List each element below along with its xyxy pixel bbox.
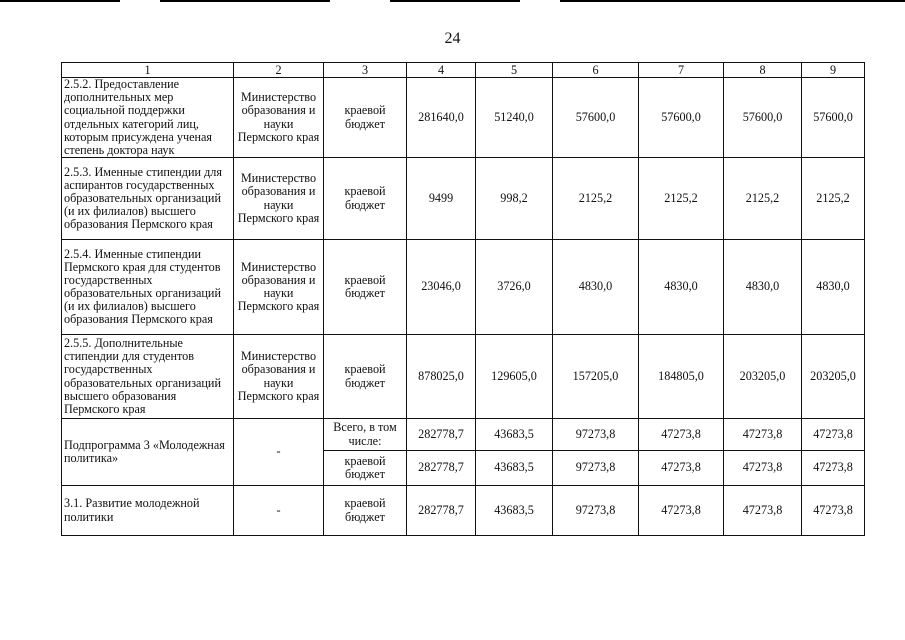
- value-cell: 43683,5: [476, 451, 553, 486]
- row-name: 2.5.3. Именные стипендии для аспирантов государственных образовательных организаций (и их филиалов) высшего образования Пермского края: [62, 158, 234, 240]
- value-cell: 4830,0: [553, 240, 639, 335]
- value-cell: 23046,0: [407, 240, 476, 335]
- row-source: краевой бюджет: [324, 335, 407, 419]
- row-name: 2.5.2. Предоставление дополнительных мер социальной поддержки отдельных категорий лиц, которым присуждена ученая степень доктора наук: [62, 78, 234, 158]
- column-number-row: [62, 63, 865, 78]
- value-cell: 282778,7: [407, 486, 476, 536]
- value-cell: 57600,0: [724, 78, 802, 158]
- row-executor: Министерство образования и науки Пермского края: [234, 158, 324, 240]
- column-number: 7: [639, 63, 724, 78]
- column-number: 4: [407, 63, 476, 78]
- table-row: [62, 158, 865, 240]
- value-cell: 43683,5: [476, 419, 553, 451]
- value-cell: 97273,8: [553, 486, 639, 536]
- table-row: [62, 78, 865, 158]
- column-number: 5: [476, 63, 553, 78]
- table-row: [62, 240, 865, 335]
- row-executor: -: [234, 486, 324, 536]
- value-cell: 184805,0: [639, 335, 724, 419]
- column-number: 8: [724, 63, 802, 78]
- column-number: 3: [324, 63, 407, 78]
- value-cell: 47273,8: [724, 419, 802, 451]
- value-cell: 47273,8: [639, 451, 724, 486]
- row-source: краевой бюджет: [324, 240, 407, 335]
- table-row: [62, 486, 865, 536]
- value-cell: 4830,0: [724, 240, 802, 335]
- value-cell: 9499: [407, 158, 476, 240]
- value-cell: 47273,8: [802, 419, 865, 451]
- row-source: Всего, в том числе:: [324, 419, 407, 451]
- value-cell: 47273,8: [802, 451, 865, 486]
- table-row: [62, 419, 865, 451]
- column-number: 2: [234, 63, 324, 78]
- value-cell: 203205,0: [802, 335, 865, 419]
- row-name: 3.1. Развитие молодежной политики: [62, 486, 234, 536]
- row-source: краевой бюджет: [324, 78, 407, 158]
- value-cell: 4830,0: [639, 240, 724, 335]
- row-executor: Министерство образования и науки Пермского края: [234, 240, 324, 335]
- value-cell: 2125,2: [802, 158, 865, 240]
- scan-top-edge: [0, 0, 905, 2]
- value-cell: 51240,0: [476, 78, 553, 158]
- value-cell: 43683,5: [476, 486, 553, 536]
- row-executor: Министерство образования и науки Пермского края: [234, 335, 324, 419]
- row-source: краевой бюджет: [324, 451, 407, 486]
- value-cell: 2125,2: [639, 158, 724, 240]
- value-cell: 998,2: [476, 158, 553, 240]
- value-cell: 47273,8: [724, 451, 802, 486]
- value-cell: 97273,8: [553, 451, 639, 486]
- value-cell: 47273,8: [802, 486, 865, 536]
- row-name: 2.5.5. Дополнительные стипендии для студентов государственных образовательных организаций высшего образования Пермского края: [62, 335, 234, 419]
- value-cell: 47273,8: [724, 486, 802, 536]
- value-cell: 878025,0: [407, 335, 476, 419]
- value-cell: 282778,7: [407, 451, 476, 486]
- column-number: 9: [802, 63, 865, 78]
- value-cell: 282778,7: [407, 419, 476, 451]
- value-cell: 2125,2: [553, 158, 639, 240]
- value-cell: 203205,0: [724, 335, 802, 419]
- value-cell: 57600,0: [639, 78, 724, 158]
- subprogram-executor: -: [234, 419, 324, 486]
- row-source: краевой бюджет: [324, 158, 407, 240]
- subprogram-name: Подпрограмма 3 «Молодежная политика»: [62, 419, 234, 486]
- table-row: [62, 335, 865, 419]
- value-cell: 281640,0: [407, 78, 476, 158]
- row-executor: Министерство образования и науки Пермского края: [234, 78, 324, 158]
- value-cell: 157205,0: [553, 335, 639, 419]
- value-cell: 97273,8: [553, 419, 639, 451]
- row-source: краевой бюджет: [324, 486, 407, 536]
- page-number: 24: [444, 30, 461, 47]
- value-cell: 57600,0: [553, 78, 639, 158]
- value-cell: 2125,2: [724, 158, 802, 240]
- budget-table: [61, 62, 865, 536]
- value-cell: 4830,0: [802, 240, 865, 335]
- column-number: 6: [553, 63, 639, 78]
- value-cell: 47273,8: [639, 486, 724, 536]
- value-cell: 129605,0: [476, 335, 553, 419]
- row-name: 2.5.4. Именные стипендии Пермского края для студентов государственных образовательных организаций (и их филиалов) высшего образования Пермского края: [62, 240, 234, 335]
- value-cell: 57600,0: [802, 78, 865, 158]
- value-cell: 47273,8: [639, 419, 724, 451]
- value-cell: 3726,0: [476, 240, 553, 335]
- column-number: 1: [62, 63, 234, 78]
